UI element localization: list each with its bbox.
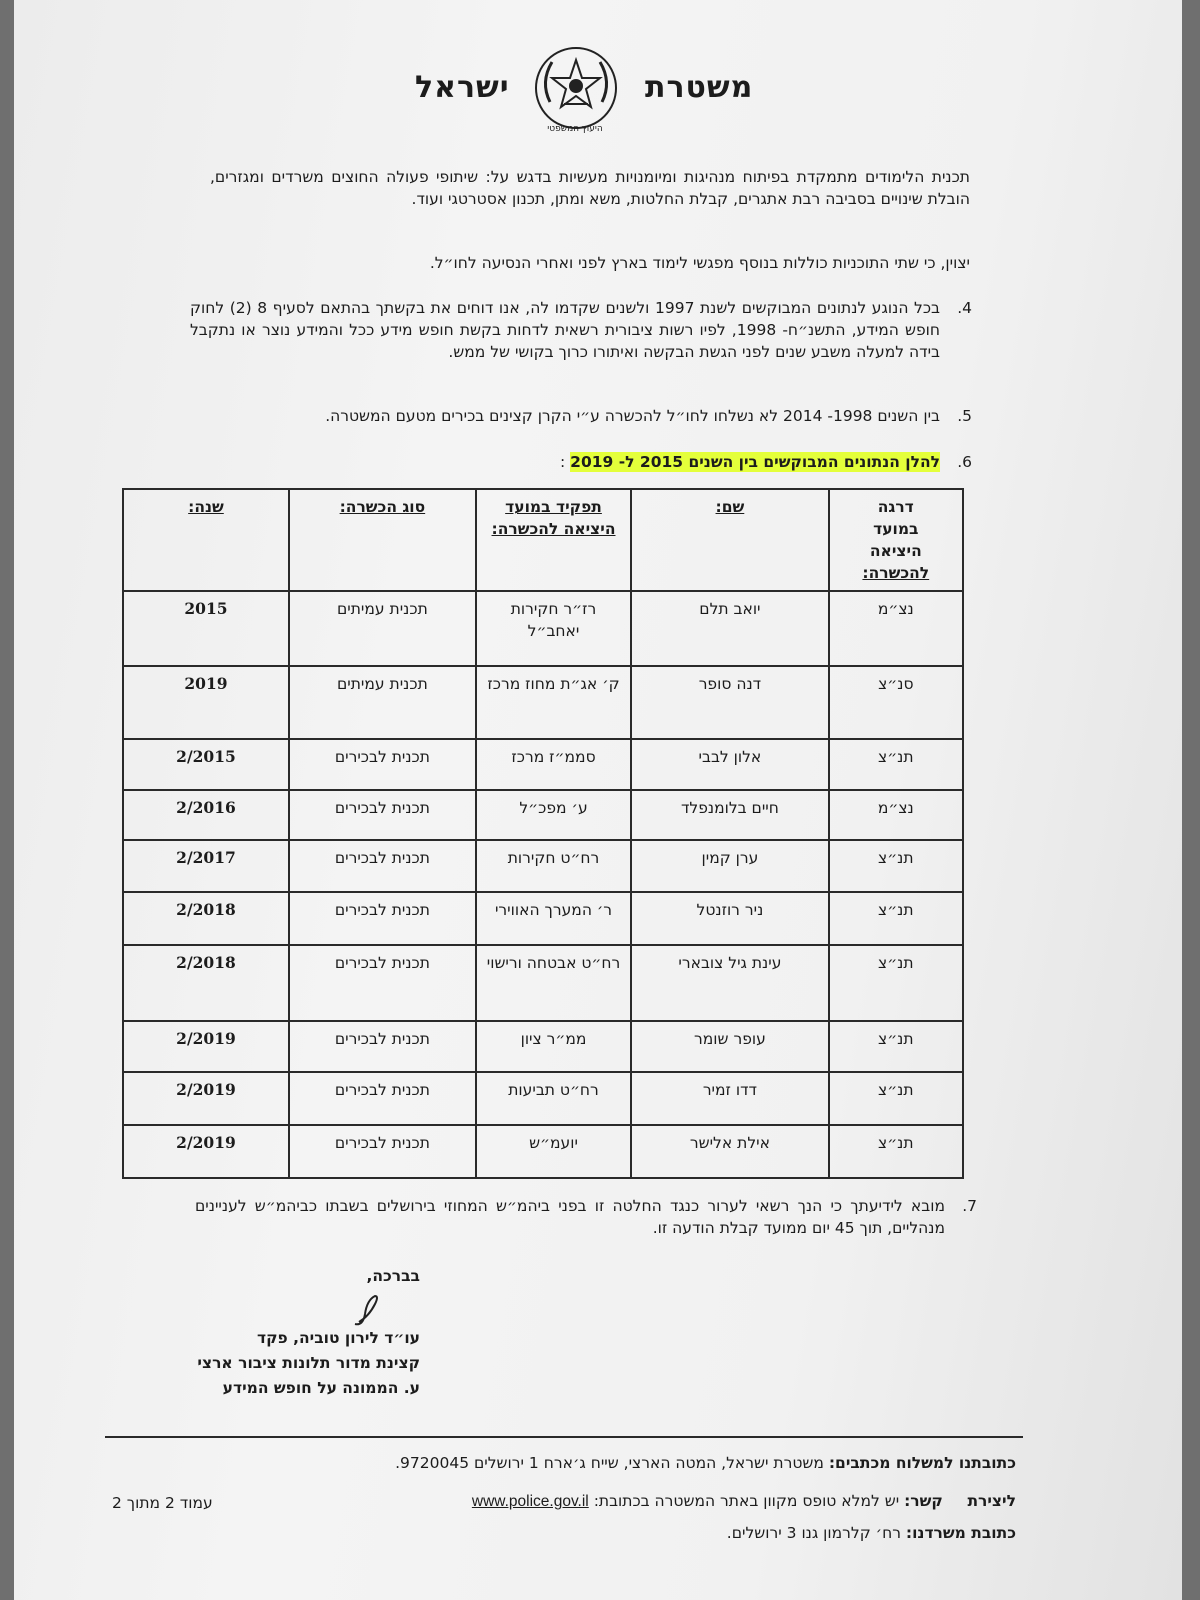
cell-rank: תנ״צ: [829, 1021, 963, 1072]
cell-year: 2/2018: [123, 945, 289, 1021]
cell-role: רח״ט חקירות: [476, 840, 631, 892]
item-suffix: :: [560, 453, 571, 471]
cell-rank: תנ״צ: [829, 1072, 963, 1125]
header-rank-line: דרגה: [877, 498, 914, 516]
table-row: [123, 1125, 963, 1178]
item-text: בכל הנוגע לנתונים המבוקשים לשנת 1997 ולשנים שקדמו לה, אנו דוחים את בקשתך בהתאם לסעיף 8 (2) לחוק חופש המידע, התשנ״ח- 1998, לפיו רשות ציבורית רשאית לדחות בקשת חופש מידע ככל והמידע נוצר או נתקבל בידה למעלה משבע שנים לפני הגשת הבקשה ואיתורו כרוך בקושי של ממש.: [190, 299, 940, 361]
page-number: עמוד 2 מתוך 2: [112, 1494, 213, 1512]
cell-year: 2/2016: [123, 790, 289, 840]
cell-role: סממ״ז מרכז: [476, 739, 631, 790]
contact-label: קשר:: [904, 1492, 943, 1510]
header-rank-line: במועד: [873, 520, 919, 538]
signoff-line-3: ע. הממונה על חופש המידע: [222, 1379, 420, 1397]
cell-name: ערן קמין: [631, 840, 828, 892]
cell-type: תכנית לבכירים: [289, 1125, 476, 1178]
cell-name: ניר רוזנטל: [631, 892, 828, 945]
footer-address: [395, 1452, 1016, 1474]
cell-name: יואב תלם: [631, 591, 828, 666]
contact-prefix: ליצירת: [967, 1492, 1016, 1510]
cell-year: 2/2019: [123, 1125, 289, 1178]
header-rank-line: היציאה: [869, 542, 922, 560]
org-name-left: ישראל: [415, 70, 510, 105]
cell-type: תכנית לבכירים: [289, 1021, 476, 1072]
cell-name: חיים בלומנפלד: [631, 790, 828, 840]
item-number: 7.: [962, 1197, 977, 1215]
item-4: [190, 297, 970, 363]
org-name-right: משטרת: [645, 70, 754, 105]
signoff-line-2: קצינת מדור תלונות ציבור ארצי: [197, 1354, 420, 1372]
cell-role: רח״ט אבטחה ורישוי: [476, 945, 631, 1021]
item-5: [190, 405, 970, 427]
address-label: כתובתנו למשלוח מכתבים:: [828, 1454, 1016, 1472]
cell-year: 2/2019: [123, 1072, 289, 1125]
signoff-line-1: עו״ד לירון טוביה, פקד: [257, 1329, 420, 1347]
contact-text: יש למלא טופס מקוון באתר המשטרה בכתובת:: [593, 1492, 900, 1510]
header-year: שנה:: [123, 489, 289, 591]
cell-year: 2/2019: [123, 1021, 289, 1072]
cell-role: ע׳ מפכ״ל: [476, 790, 631, 840]
table-row: [123, 790, 963, 840]
footer-office: [727, 1522, 1016, 1544]
cell-rank: תנ״צ: [829, 739, 963, 790]
office-text: רח׳ קלרמון גנו 3 ירושלים.: [726, 1524, 901, 1542]
table-row: [123, 1021, 963, 1072]
table-header-row: [123, 489, 963, 591]
cell-rank: סנ״צ: [829, 666, 963, 739]
cell-name: אלון לבבי: [631, 739, 828, 790]
cell-year: 2/2017: [123, 840, 289, 892]
footer-divider: [105, 1436, 1023, 1438]
emblem-caption: היעוץ המשפטי: [547, 124, 603, 134]
table-row: [123, 591, 963, 666]
intro-paragraph-2: יצוין, כי שתי התוכניות כוללות בנוסף מפגשי לימוד בארץ לפני ואחרי הנסיעה לחו״ל.: [429, 254, 970, 272]
header-name: שם:: [631, 489, 828, 591]
address-text: משטרת ישראל, המטה הארצי, שייח ג׳ארח 1 ירושלים 9720045.: [395, 1454, 824, 1472]
cell-role: ר׳ המערך האווירי: [476, 892, 631, 945]
table-row: [123, 1072, 963, 1125]
table-row: [123, 840, 963, 892]
cell-year: 2/2018: [123, 892, 289, 945]
highlighted-text: להלן הנתונים המבוקשים בין השנים 2015 ל- 2019: [570, 453, 940, 471]
cell-rank: נצ״מ: [829, 591, 963, 666]
cell-name: עופר שומר: [631, 1021, 828, 1072]
item-text: [190, 451, 940, 473]
cell-type: תכנית עמיתים: [289, 666, 476, 739]
cell-role: רז״ר חקירות יאחב״ל: [476, 591, 631, 666]
handwritten-signature: [345, 1290, 385, 1330]
cell-role: ממ״ר ציון: [476, 1021, 631, 1072]
table-row: [123, 666, 963, 739]
cell-name: אילת אלישר: [631, 1125, 828, 1178]
cell-rank: תנ״צ: [829, 840, 963, 892]
cell-year: 2019: [123, 666, 289, 739]
cell-role: ק׳ אג״ת מחוז מרכז: [476, 666, 631, 739]
signoff-greeting: בברכה,: [366, 1267, 420, 1285]
cell-rank: תנ״צ: [829, 892, 963, 945]
cell-rank: תנ״צ: [829, 1125, 963, 1178]
cell-type: תכנית לבכירים: [289, 945, 476, 1021]
item-text: בין השנים 1998- 2014 לא נשלחו לחו״ל להכשרה ע״י הקרן קצינים בכירים מטעם המשטרה.: [325, 407, 940, 425]
website-link[interactable]: www.police.gov.il: [471, 1493, 589, 1510]
item-7: [195, 1195, 975, 1239]
cell-rank: נצ״מ: [829, 790, 963, 840]
cell-name: עינת גיל צובארי: [631, 945, 828, 1021]
table-row: [123, 739, 963, 790]
item-number: 5.: [957, 407, 972, 425]
table-row: [123, 945, 963, 1021]
cell-type: תכנית לבכירים: [289, 790, 476, 840]
cell-type: תכנית לבכירים: [289, 840, 476, 892]
item-number: 6.: [957, 453, 972, 471]
header-type: סוג הכשרה:: [289, 489, 476, 591]
cell-type: תכנית לבכירים: [289, 1072, 476, 1125]
cell-type: תכנית לבכירים: [289, 892, 476, 945]
police-emblem-icon: [530, 42, 622, 134]
intro-paragraph-1: תכנית הלימודים מתמקדת בפיתוח מנהיגות ומיומנויות מעשיות בדגש על: שיתופי פעולה החוצים משרדים ומגזרים, הובלת שינויים בסביבה רבת אתגרים, קבלת החלטות, משא ומתן, תכנון אסטרטגי ועוד.: [210, 168, 970, 208]
table-row: [123, 892, 963, 945]
cell-rank: תנ״צ: [829, 945, 963, 1021]
header-rank-line: להכשרה:: [862, 564, 930, 582]
header-rank: [829, 489, 963, 591]
officers-table: [122, 488, 964, 1179]
cell-type: תכנית עמיתים: [289, 591, 476, 666]
item-6: [190, 451, 970, 473]
office-label: כתובת משרדנו:: [905, 1524, 1016, 1542]
header-role: תפקיד במועד היציאה להכשרה:: [476, 489, 631, 591]
cell-name: דדו זמיר: [631, 1072, 828, 1125]
cell-name: דנה סופר: [631, 666, 828, 739]
item-number: 4.: [957, 299, 972, 317]
footer-contact: [472, 1490, 1016, 1513]
item-text: מובא לידיעתך כי הנך רשאי לערור כנגד החלטה זו בפני ביהמ״ש המחוזי בירושלים בשבתו כביהמ״ש לעניינים מנהליים, תוך 45 יום ממועד קבלת הודעה זו.: [195, 1197, 945, 1237]
cell-year: 2/2015: [123, 739, 289, 790]
cell-role: רח״ט תביעות: [476, 1072, 631, 1125]
cell-role: יועמ״ש: [476, 1125, 631, 1178]
letterhead: [0, 42, 1200, 142]
cell-type: תכנית לבכירים: [289, 739, 476, 790]
cell-year: 2015: [123, 591, 289, 666]
